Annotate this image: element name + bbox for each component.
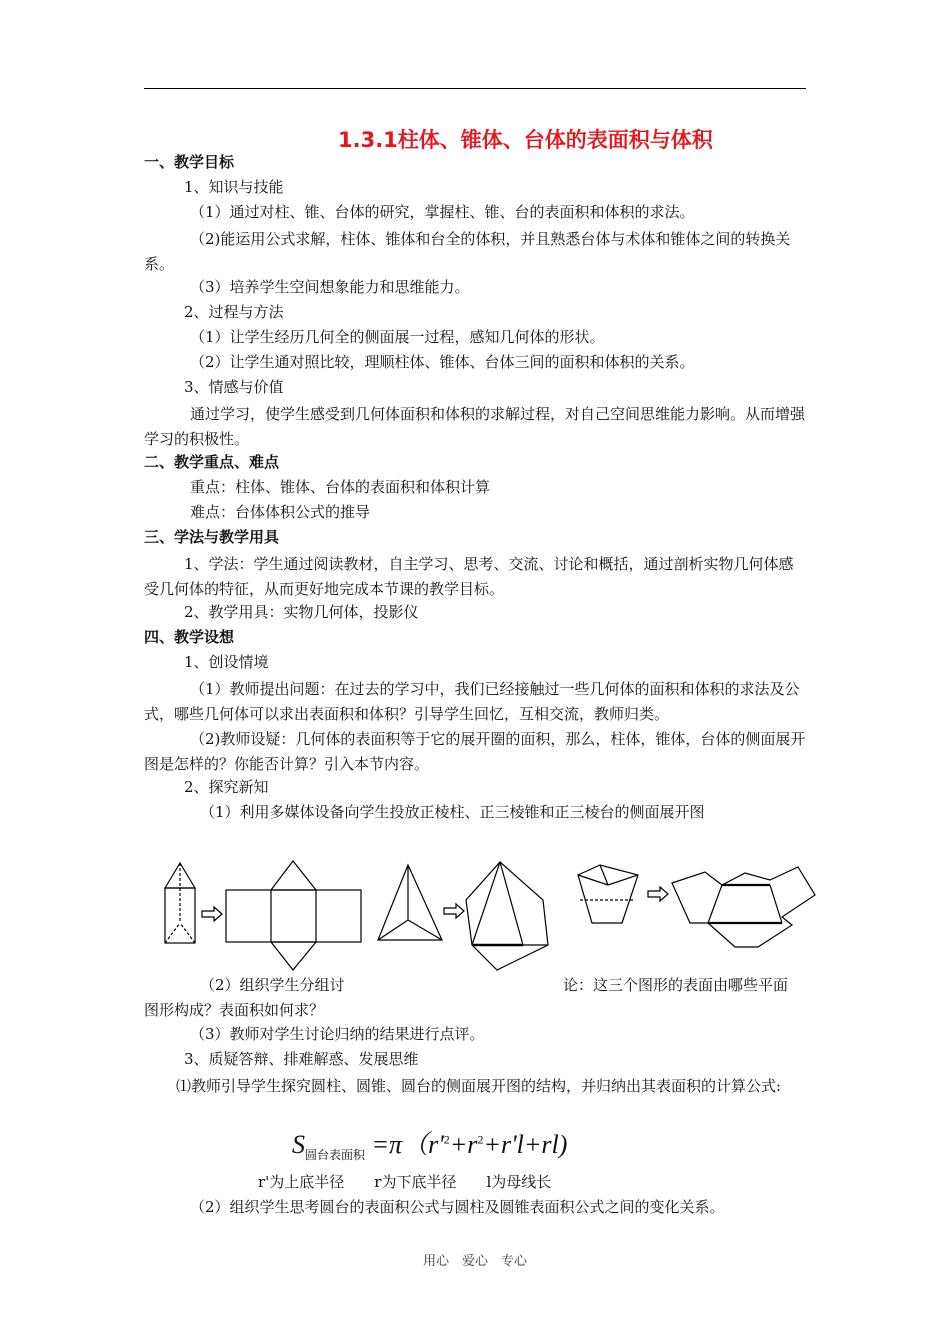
paragraph: 2、教学用具：实物几何体，投影仪 [184, 603, 419, 621]
formula-part: +r'l+rl) [483, 1130, 568, 1159]
prism-diagram [165, 863, 195, 943]
paragraph: （2)教师设疑：几何体的表面积等于它的展开圈的面积，那么，柱体，锥体，台体的侧面展开图是怎样的？你能否计算？引入本节内容。 [144, 730, 806, 773]
prism-net-diagram [226, 861, 361, 970]
paragraph: （1）教师提出问题：在过去的学习中，我们已经接触过一些几何体的面积和体积的求法及公式，哪些几何体可以求出表面积和体积？引导学生回忆，互相交流，教师归类。 [144, 680, 800, 723]
subheading-explore: 2、探究新知 [184, 778, 269, 796]
subheading-situation: 1、创设情境 [184, 653, 269, 671]
formula-part: =π（r' [371, 1130, 444, 1159]
section-heading-1: 一、教学目标 [144, 153, 235, 171]
frustum-diagram [578, 865, 638, 923]
subheading-qa: 3、质疑答辩、排难解惑、发展思维 [184, 1050, 419, 1068]
arrow-icon [648, 887, 668, 901]
paragraph: （1）利用多媒体设备向学生投放正棱柱、正三棱锥和正三棱台的侧面展开图 [200, 803, 705, 821]
subheading-process: 2、过程与方法 [184, 303, 284, 321]
paragraph: 图形构成？表面积如何求？ [144, 1001, 325, 1019]
paragraph: （1）通过对柱、锥、台体的研究，掌握柱、锥、台的表面积和体积的求法。 [190, 203, 695, 221]
paragraph: （2）组织学生分组讨 [200, 976, 345, 994]
solid-nets-figure [160, 855, 820, 975]
frustum-net-diagram [672, 867, 815, 947]
paragraph: （3）培养学生空间想象能力和思维能力。 [190, 278, 470, 296]
paragraph: 通过学习，使学生感受到几何体面积和体积的求解过程，对自己空间思维能力影响。从而增强学习的积极性。 [144, 405, 806, 448]
section-heading-3: 三、学法与教学用具 [144, 528, 280, 546]
paragraph: （3）教师对学生讨论归纳的结果进行点评。 [190, 1025, 485, 1043]
arrow-icon [202, 907, 222, 921]
formula-subscript: 圆台表面积 [305, 1148, 366, 1163]
paragraph: （2)能运用公式求解，柱体、锥体和台全的体积，并且熟悉台体与术体和锥体之间的转换关系。 [144, 230, 791, 273]
paragraph: 难点：台体体积公式的推导 [190, 503, 371, 521]
section-heading-2: 二、教学重点、难点 [144, 453, 280, 471]
frustum-area-formula [292, 1124, 567, 1163]
page-footer: 用心 爱心 专心 [422, 1254, 527, 1269]
formula-symbol: S [292, 1130, 305, 1159]
paragraph: （1）让学生经历几何全的侧面展一过程，感知几何体的形状。 [190, 328, 605, 346]
formula-variables: r'为上底半径 r为下底半径 l为母线长 [258, 1173, 552, 1191]
paragraph: ⑴教师引导学生探究圆柱、圆锥、圆台的侧面展开图的结构，并归纳出其表面积的计算公式: [176, 1077, 782, 1095]
subheading-emotion: 3、情感与价值 [184, 378, 284, 396]
subheading-knowledge: 1、知识与技能 [184, 178, 284, 196]
pyramid-diagram [378, 865, 442, 940]
paragraph: （2）让学生通对照比较，理顺柱体、锥体、台体三间的面积和体积的关系。 [190, 353, 695, 371]
header-rule [144, 88, 806, 89]
paragraph: 重点：柱体、锥体、台体的表面积和体积计算 [190, 478, 491, 496]
formula-part: +r [449, 1130, 478, 1159]
paragraph: 1、学法：学生通过阅读教材，自主学习、思考、交流、讨论和概括，通过剖析实物几何体感受几何体的特征，从而更好地完成本节课的教学目标。 [144, 555, 794, 598]
paragraph: 论：这三个图形的表面由哪些平面 [563, 976, 789, 994]
pyramid-net-diagram [466, 862, 548, 970]
arrow-icon [444, 904, 464, 918]
page-title: 1.3.1柱体、锥体、台体的表面积与体积 [338, 128, 713, 152]
formula-sup: 2 [443, 1132, 450, 1147]
paragraph: （2）组织学生思考圆台的表面积公式与圆柱及圆锥表面积公式之间的变化关系。 [190, 1198, 725, 1216]
section-heading-4: 四、教学设想 [144, 628, 235, 646]
formula-sup: 2 [477, 1132, 484, 1147]
